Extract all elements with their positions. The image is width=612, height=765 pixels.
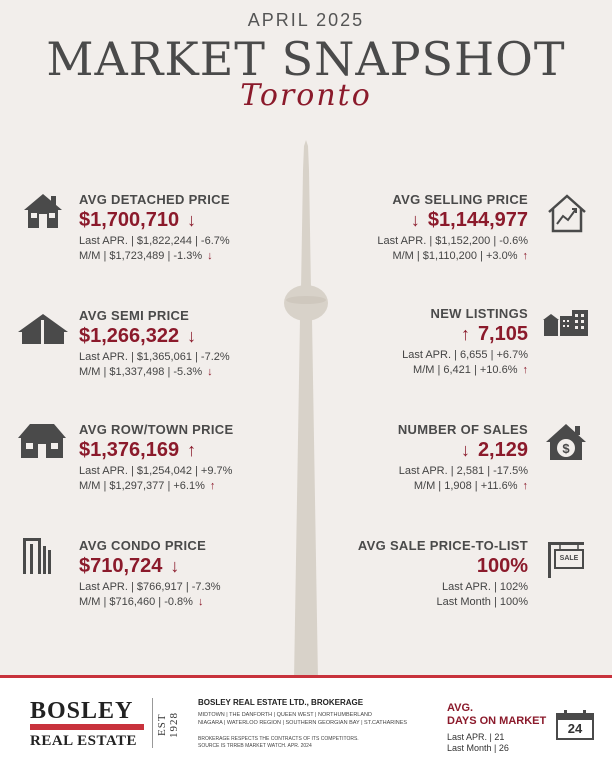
sale-sign-text: SALE <box>559 555 579 562</box>
avg-detached-price-stat <box>79 192 230 262</box>
stat-value: $1,376,169 <box>79 439 180 461</box>
stat-value: 100% <box>476 555 528 577</box>
arrow-down-icon: ↓ <box>207 366 213 378</box>
semi-house-icon <box>16 312 70 346</box>
arrow-down-icon: ↓ <box>187 326 197 346</box>
cn-tower-illustration <box>270 140 342 680</box>
stat-mom: M/M | $1,337,498 | -5.3% <box>79 366 203 378</box>
service-areas-line: NIAGARA | WATERLOO REGION | SOUTHERN GEORGIAN BAY | ST.CATHARINES <box>198 720 408 726</box>
new-listings-stat <box>402 306 528 376</box>
stat-title: NEW LISTINGS <box>430 306 528 321</box>
arrow-down-icon: ↓ <box>187 210 197 230</box>
brokerage-name: BOSLEY REAL ESTATE LTD., BROKERAGE <box>198 698 364 707</box>
arrow-down-icon: ↓ <box>460 440 470 460</box>
logo-divider <box>152 698 153 748</box>
stat-yoy: Last APR. | 6,655 | +6.7% <box>402 349 528 361</box>
stat-yoy: Last APR. | 102% <box>441 581 528 593</box>
arrow-down-icon: ↓ <box>410 210 420 230</box>
stat-mom: Last Month | 100% <box>436 596 528 608</box>
stat-value: $1,266,322 <box>79 325 180 347</box>
stat-title: NUMBER OF SALES <box>397 422 528 437</box>
arrow-up-icon: ↑ <box>187 440 197 460</box>
avg-row-town-price-stat <box>79 422 233 492</box>
days-on-market-title-line: DAYS ON MARKET <box>447 715 547 727</box>
arrow-up-icon: ↑ <box>522 364 528 376</box>
arrow-down-icon: ↓ <box>197 596 204 608</box>
stat-mom: M/M | $1,110,200 | +3.0% <box>392 250 518 262</box>
logo-bar <box>30 724 144 730</box>
disclaimer-line: BROKERAGE RESPECTS THE CONTRACTS OF ITS COMPETITORS. <box>198 736 359 742</box>
stat-title: AVG DETACHED PRICE <box>79 192 230 207</box>
logo-established: EST 1928 <box>156 712 180 738</box>
calendar-icon <box>556 710 594 740</box>
house-dollar-icon <box>544 422 588 462</box>
arrow-up-icon: ↑ <box>522 480 528 492</box>
stat-value: $1,144,977 <box>427 209 528 231</box>
days-on-market-last-month: Last Month | 26 <box>447 743 509 753</box>
arrow-down-icon: ↓ <box>170 556 180 576</box>
arrow-up-icon: ↑ <box>209 480 216 492</box>
days-on-market-value: 24 <box>567 721 583 736</box>
number-of-sales-stat <box>398 422 528 492</box>
stat-mom: M/M | 1,908 | +11.6% <box>413 480 518 492</box>
buildings-icon <box>542 308 590 336</box>
stat-title: AVG SEMI PRICE <box>79 308 190 323</box>
avg-condo-price-stat <box>79 538 220 608</box>
stat-mom: M/M | $1,723,489 | -1.3% <box>79 250 203 262</box>
stat-yoy: Last APR. | 2,581 | -17.5% <box>398 465 528 477</box>
stat-yoy: Last APR. | $1,822,244 | -6.7% <box>79 235 230 247</box>
stat-value: $1,700,710 <box>79 209 180 231</box>
stat-yoy: Last APR. | $766,917 | -7.3% <box>79 581 221 593</box>
disclaimer-line: SOURCE IS TRREB MARKET WATCH. APR. 2024 <box>198 743 312 749</box>
arrow-up-icon: ↑ <box>460 324 470 344</box>
days-on-market-last-apr: Last APR. | 21 <box>447 732 505 742</box>
footer <box>0 678 612 765</box>
logo-bosley-text: BOSLEY <box>30 698 134 724</box>
service-areas-line: MIDTOWN | THE DANFORTH | QUEEN WEST | NORTHUMBERLAND <box>198 712 372 718</box>
days-on-market-title-line: AVG. <box>447 702 474 714</box>
stat-yoy: Last APR. | $1,152,200 | -0.6% <box>377 235 528 247</box>
stat-title: AVG SALE PRICE-TO-LIST <box>357 538 528 553</box>
avg-selling-price-stat <box>377 192 528 262</box>
logo-real-estate-text: REAL ESTATE <box>30 733 138 749</box>
stat-title: AVG ROW/TOWN PRICE <box>79 422 234 437</box>
stat-value: 2,129 <box>477 439 528 461</box>
svg-text:$: $ <box>562 441 570 456</box>
stat-yoy: Last APR. | $1,254,042 | +9.7% <box>79 465 233 477</box>
stat-mom: M/M | 6,421 | +10.6% <box>413 364 518 376</box>
house-chart-icon <box>546 192 588 234</box>
detached-house-icon <box>22 192 64 230</box>
townhouse-icon <box>16 422 68 460</box>
stat-value: $710,724 <box>79 555 163 577</box>
stat-title: AVG CONDO PRICE <box>79 538 207 553</box>
page-title: MARKET SNAPSHOT <box>46 32 566 86</box>
stat-mom: M/M | $1,297,377 | +6.1% <box>79 480 205 492</box>
avg-sale-price-to-list-stat <box>358 538 528 608</box>
arrow-down-icon: ↓ <box>207 250 213 262</box>
stat-title: AVG SELLING PRICE <box>392 192 528 207</box>
condo-icon <box>22 536 52 576</box>
stat-value: 7,105 <box>477 323 528 345</box>
report-month: APRIL 2025 <box>247 10 365 30</box>
avg-semi-price-stat <box>79 308 230 378</box>
sale-sign-icon <box>546 540 586 580</box>
stat-yoy: Last APR. | $1,365,061 | -7.2% <box>79 351 230 363</box>
disclaimer <box>198 736 428 750</box>
stat-mom: M/M | $716,460 | -0.8% <box>79 596 193 608</box>
service-areas <box>198 711 428 727</box>
arrow-up-icon: ↑ <box>522 250 528 262</box>
city-name: Toronto <box>240 78 372 113</box>
days-on-market-title <box>447 702 546 728</box>
